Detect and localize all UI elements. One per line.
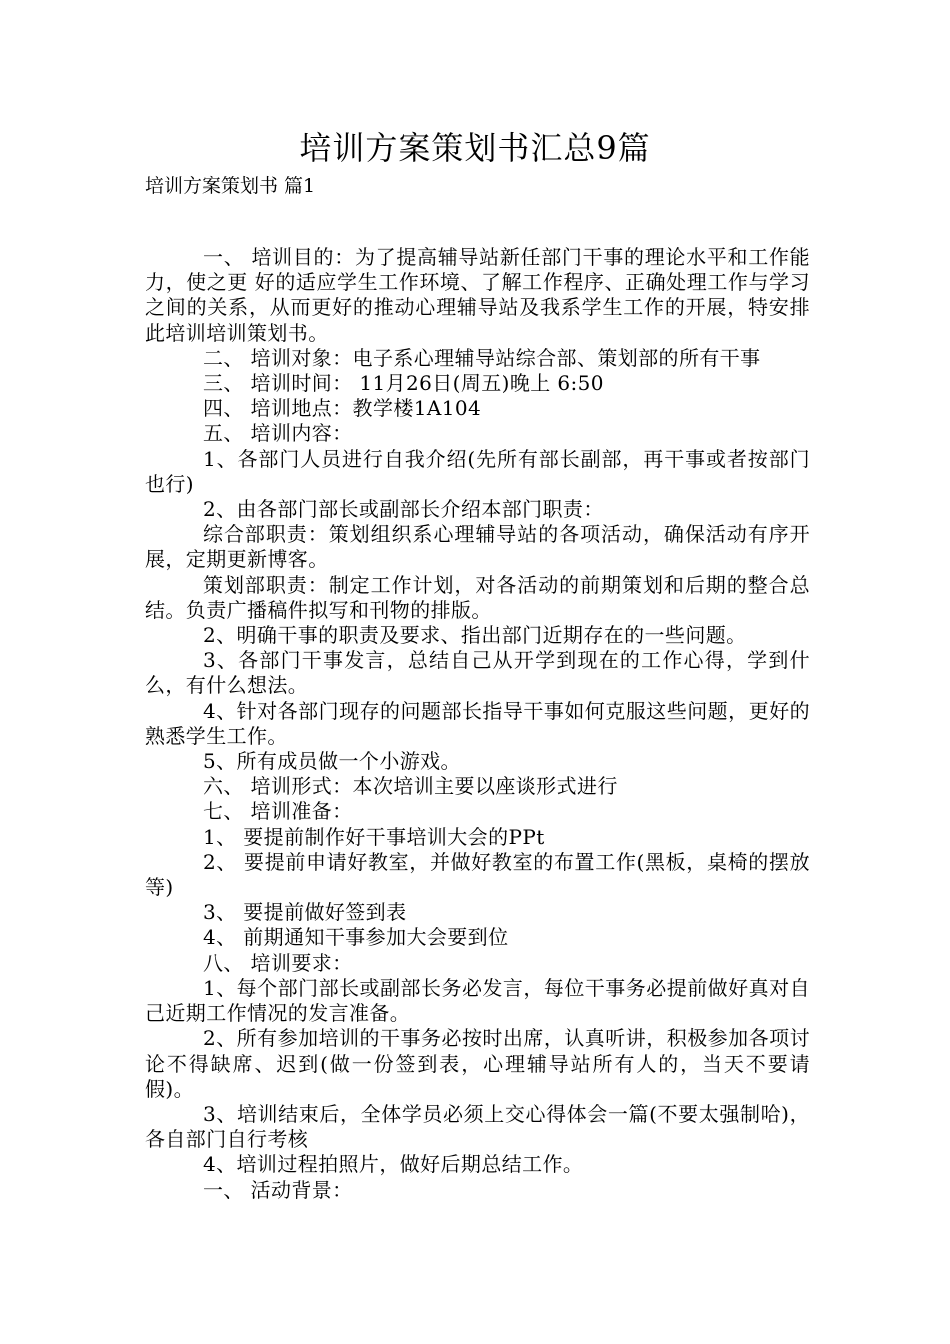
paragraph: 五、 培训内容： — [203, 421, 353, 446]
document-title: 培训方案策划书汇总9篇 — [299, 129, 651, 167]
paragraph: 一、 活动背景： — [203, 1177, 353, 1202]
paragraph: 八、 培训要求： — [203, 950, 353, 975]
paragraph: 综合部职责：策划组织系心理辅导站的各项活动，确保活动有序开展，定期更新博客。 — [145, 522, 810, 572]
paragraph: 2、 要提前申请好教室，并做好教室的布置工作(黑板，桌椅的摆放等) — [145, 849, 810, 900]
paragraph: 三、 培训时间： 11月26日(周五)晚上 6:50 — [203, 371, 604, 396]
paragraph: 1、 要提前制作好干事培训大会的PPt — [203, 824, 545, 849]
paragraph: 4、 前期通知干事参加大会要到位 — [203, 925, 509, 950]
paragraph: 七、 培训准备： — [203, 799, 353, 824]
paragraph: 2、由各部门部长或副部长介绍本部门职责： — [203, 497, 604, 522]
paragraph: 1、各部门人员进行自我介绍(先所有部长副部，再干事或者按部门也行) — [145, 446, 810, 496]
paragraph: 2、所有参加培训的干事务必按时出席，认真听讲，积极参加各项讨论不得缺席、迟到(做一份签到表，心理辅导站所有人的，当天不要请假)。 — [145, 1026, 810, 1101]
paragraph: 1、每个部门部长或副部长务必发言，每位干事务必提前做好真对自己近期工作情况的发言准备。 — [145, 975, 810, 1026]
paragraph: 一、 培训目的：为了提高辅导站新任部门干事的理论水平和工作能力，使之更 好的适应学生工作环境、了解工作程序、正确处理工作与学习之间的关系，从而更好的推动心理辅导站及我系学生工作的开展，特安排此培训培训策划书。 — [145, 245, 810, 345]
section-heading: 培训方案策划书 篇1 — [145, 175, 316, 197]
paragraph: 2、明确干事的职责及要求、指出部门近期存在的一些问题。 — [203, 623, 747, 648]
paragraph: 六、 培训形式：本次培训主要以座谈形式进行 — [203, 774, 618, 799]
document-body — [145, 245, 810, 1203]
paragraph: 3、 要提前做好签到表 — [203, 900, 407, 925]
paragraph: 3、培训结束后，全体学员必须上交心得体会一篇(不要太强制哈)，各自部门自行考核 — [145, 1101, 810, 1152]
paragraph: 二、 培训对象：电子系心理辅导站综合部、策划部的所有干事 — [203, 345, 761, 370]
paragraph: 5、所有成员做一个小游戏。 — [203, 749, 461, 774]
paragraph: 四、 培训地点：教学楼1A104 — [203, 396, 482, 421]
paragraph: 策划部职责：制定工作计划，对各活动的前期策划和后期的整合总结。负责广播稿件拟写和刊物的排版。 — [145, 572, 810, 622]
paragraph: 4、培训过程拍照片，做好后期总结工作。 — [203, 1152, 584, 1177]
paragraph: 4、针对各部门现存的问题部长指导干事如何克服这些问题，更好的熟悉学生工作。 — [145, 698, 810, 748]
paragraph: 3、各部门干事发言，总结自己从开学到现在的工作心得，学到什么，有什么想法。 — [145, 648, 810, 698]
